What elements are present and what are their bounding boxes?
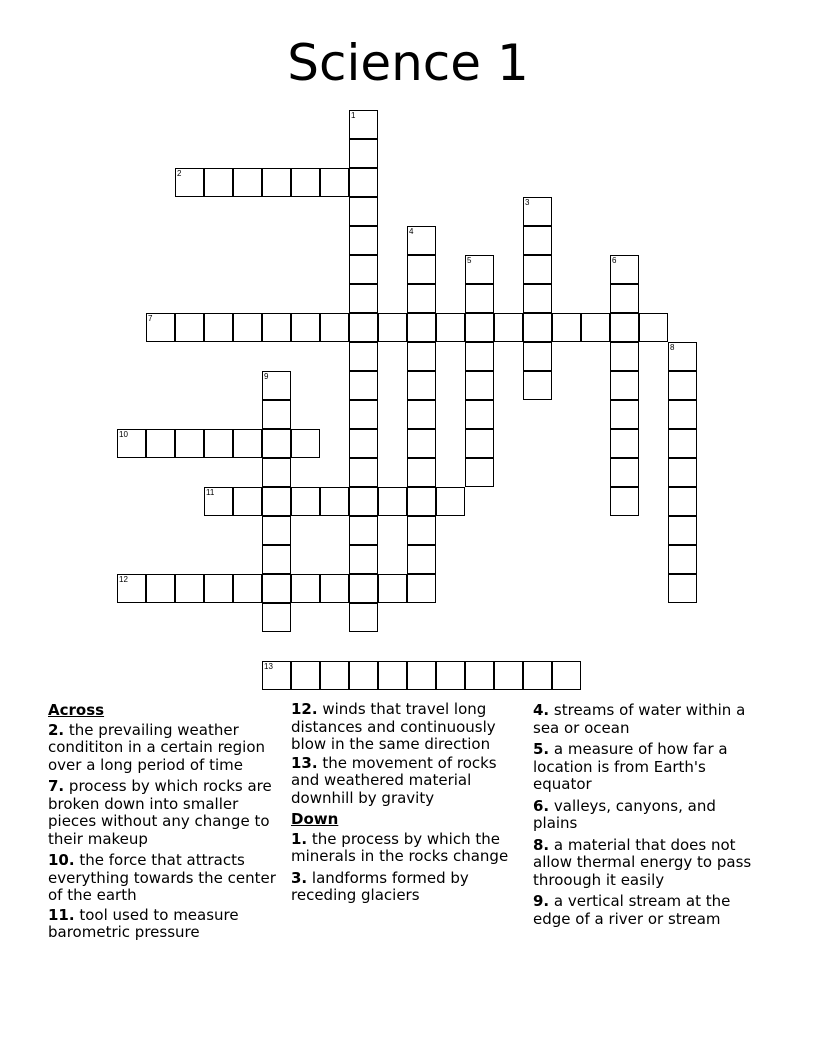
grid-cell[interactable] bbox=[465, 342, 494, 371]
clue-number: 8. bbox=[533, 835, 550, 854]
grid-cell[interactable] bbox=[291, 429, 320, 458]
grid-cell[interactable] bbox=[378, 313, 407, 342]
grid-cell[interactable] bbox=[465, 255, 494, 284]
grid-cell[interactable] bbox=[117, 429, 146, 458]
grid-cell[interactable] bbox=[146, 313, 175, 342]
clue-text: process by which rocks are broken down into smaller pieces without any change to their makeup bbox=[48, 777, 272, 848]
clues-column-2 bbox=[291, 701, 516, 909]
grid-cell[interactable] bbox=[204, 487, 233, 516]
across-clue bbox=[48, 852, 288, 905]
grid-cell[interactable] bbox=[523, 342, 552, 371]
grid-cell[interactable] bbox=[349, 168, 378, 197]
grid-cell[interactable] bbox=[407, 371, 436, 400]
down-clue bbox=[291, 831, 516, 866]
grid-cell[interactable] bbox=[581, 313, 610, 342]
grid-cell[interactable] bbox=[610, 400, 639, 429]
grid-cell[interactable] bbox=[639, 313, 668, 342]
clue-number: 11. bbox=[48, 905, 75, 924]
grid-cell[interactable] bbox=[349, 400, 378, 429]
grid-cell[interactable] bbox=[233, 574, 262, 603]
grid-cell[interactable] bbox=[233, 313, 262, 342]
grid-cell[interactable] bbox=[378, 661, 407, 690]
across-clue bbox=[291, 701, 516, 754]
clue-text: streams of water within a sea or ocean bbox=[533, 701, 746, 737]
grid-cell[interactable] bbox=[349, 603, 378, 632]
grid-cell[interactable] bbox=[407, 661, 436, 690]
clues-column-1 bbox=[48, 702, 288, 946]
grid-cell[interactable] bbox=[349, 429, 378, 458]
down-clue bbox=[533, 837, 763, 890]
grid-cell[interactable] bbox=[407, 487, 436, 516]
grid-cell[interactable] bbox=[494, 661, 523, 690]
down-clue bbox=[291, 870, 516, 905]
clue-text: valleys, canyons, and plains bbox=[533, 796, 716, 832]
grid-cell[interactable] bbox=[204, 429, 233, 458]
clue-number: 2. bbox=[48, 720, 65, 739]
grid-cell[interactable] bbox=[349, 487, 378, 516]
across-clue bbox=[291, 755, 516, 808]
grid-cell[interactable] bbox=[407, 429, 436, 458]
grid-cell[interactable] bbox=[349, 197, 378, 226]
grid-cell[interactable] bbox=[175, 313, 204, 342]
grid-cell[interactable] bbox=[117, 574, 146, 603]
grid-cell[interactable] bbox=[465, 371, 494, 400]
cell-number: 6 bbox=[612, 256, 617, 265]
cell-number: 10 bbox=[119, 430, 128, 439]
grid-cell[interactable] bbox=[262, 400, 291, 429]
clue-text: the force that attracts everything towards the center of the earth bbox=[48, 851, 276, 904]
clue-text: the movement of rocks and weathered material downhill by gravity bbox=[291, 753, 497, 807]
grid-cell[interactable] bbox=[320, 168, 349, 197]
cell-number: 5 bbox=[467, 256, 472, 265]
grid-cell[interactable] bbox=[465, 284, 494, 313]
grid-cell[interactable] bbox=[407, 284, 436, 313]
grid-cell[interactable] bbox=[407, 255, 436, 284]
grid-cell[interactable] bbox=[610, 429, 639, 458]
grid-cell[interactable] bbox=[407, 342, 436, 371]
grid-cell[interactable] bbox=[320, 574, 349, 603]
clue-number: 4. bbox=[533, 701, 550, 719]
grid-cell[interactable] bbox=[349, 139, 378, 168]
grid-cell[interactable] bbox=[175, 574, 204, 603]
grid-cell[interactable] bbox=[436, 661, 465, 690]
grid-cell[interactable] bbox=[349, 371, 378, 400]
grid-cell[interactable] bbox=[668, 371, 697, 400]
down-heading: Down bbox=[291, 810, 339, 828]
clue-text: the prevailing weather condititon in a certain region over a long period of time bbox=[48, 720, 266, 774]
grid-cell[interactable] bbox=[291, 487, 320, 516]
grid-cell[interactable] bbox=[291, 168, 320, 197]
down-clue bbox=[533, 893, 763, 928]
across-clue bbox=[48, 907, 288, 942]
grid-cell[interactable] bbox=[378, 487, 407, 516]
grid-cell[interactable] bbox=[668, 458, 697, 487]
grid-cell[interactable] bbox=[668, 342, 697, 371]
grid-cell[interactable] bbox=[204, 574, 233, 603]
grid-cell[interactable] bbox=[349, 313, 378, 342]
grid-cell[interactable] bbox=[262, 603, 291, 632]
clue-number: 7. bbox=[48, 777, 65, 795]
grid-cell[interactable] bbox=[668, 574, 697, 603]
down-clue bbox=[533, 741, 763, 794]
grid-cell[interactable] bbox=[552, 313, 581, 342]
grid-cell[interactable] bbox=[668, 400, 697, 429]
grid-cell[interactable] bbox=[407, 516, 436, 545]
cell-number: 11 bbox=[206, 488, 215, 497]
grid-cell[interactable] bbox=[668, 487, 697, 516]
clue-text: the process by which the minerals in the rocks change bbox=[291, 829, 509, 865]
grid-cell[interactable] bbox=[523, 226, 552, 255]
grid-cell[interactable] bbox=[349, 545, 378, 574]
down-clue bbox=[533, 702, 763, 737]
grid-cell[interactable] bbox=[610, 255, 639, 284]
grid-cell[interactable] bbox=[610, 313, 639, 342]
clue-text: a vertical stream at the edge of a river or stream bbox=[533, 892, 731, 928]
grid-cell[interactable] bbox=[349, 255, 378, 284]
grid-cell[interactable] bbox=[523, 197, 552, 226]
grid-cell[interactable] bbox=[320, 661, 349, 690]
grid-cell[interactable] bbox=[262, 429, 291, 458]
clue-text: a material that does not allow thermal energy to pass throough it easily bbox=[533, 835, 752, 889]
clue-number: 10. bbox=[48, 851, 75, 869]
grid-cell[interactable] bbox=[523, 661, 552, 690]
grid-cell[interactable] bbox=[668, 516, 697, 545]
cell-number: 12 bbox=[119, 575, 128, 584]
grid-cell[interactable] bbox=[262, 661, 291, 690]
grid-cell[interactable] bbox=[349, 458, 378, 487]
grid-cell[interactable] bbox=[233, 487, 262, 516]
grid-cell[interactable] bbox=[378, 574, 407, 603]
grid-cell[interactable] bbox=[465, 429, 494, 458]
grid-cell[interactable] bbox=[262, 516, 291, 545]
grid-cell[interactable] bbox=[262, 458, 291, 487]
grid-cell[interactable] bbox=[523, 255, 552, 284]
down-clue bbox=[533, 798, 763, 833]
grid-cell[interactable] bbox=[407, 545, 436, 574]
grid-cell[interactable] bbox=[262, 545, 291, 574]
cell-number: 1 bbox=[351, 111, 356, 120]
grid-cell[interactable] bbox=[349, 574, 378, 603]
grid-cell[interactable] bbox=[349, 516, 378, 545]
grid-cell[interactable] bbox=[610, 458, 639, 487]
grid-cell[interactable] bbox=[668, 429, 697, 458]
cell-number: 3 bbox=[525, 198, 530, 207]
grid-cell[interactable] bbox=[320, 487, 349, 516]
grid-cell[interactable] bbox=[523, 284, 552, 313]
grid-cell[interactable] bbox=[610, 487, 639, 516]
clue-number: 9. bbox=[533, 892, 550, 910]
grid-cell[interactable] bbox=[262, 313, 291, 342]
grid-cell[interactable] bbox=[465, 400, 494, 429]
grid-cell[interactable] bbox=[262, 574, 291, 603]
grid-cell[interactable] bbox=[407, 226, 436, 255]
grid-cell[interactable] bbox=[465, 458, 494, 487]
cell-number: 2 bbox=[177, 169, 182, 178]
grid-cell[interactable] bbox=[436, 487, 465, 516]
grid-cell[interactable] bbox=[233, 168, 262, 197]
page-title: Science 1 bbox=[287, 34, 529, 92]
cell-number: 13 bbox=[264, 662, 273, 671]
grid-cell[interactable] bbox=[233, 429, 262, 458]
clue-text: tool used to measure barometric pressure bbox=[48, 905, 239, 941]
clue-number: 12. bbox=[291, 700, 318, 718]
grid-cell[interactable] bbox=[349, 342, 378, 371]
clues-column-3 bbox=[533, 702, 763, 932]
grid-cell[interactable] bbox=[146, 574, 175, 603]
across-clue bbox=[48, 778, 288, 848]
clue-text: a measure of how far a location is from Earth's equator bbox=[533, 740, 728, 793]
grid-cell[interactable] bbox=[523, 313, 552, 342]
cell-number: 7 bbox=[148, 314, 153, 323]
clue-text: winds that travel long distances and continuously blow in the same direction bbox=[291, 700, 496, 753]
grid-cell[interactable] bbox=[291, 661, 320, 690]
grid-cell[interactable] bbox=[610, 342, 639, 371]
grid-cell[interactable] bbox=[349, 226, 378, 255]
grid-cell[interactable] bbox=[175, 168, 204, 197]
grid-cell[interactable] bbox=[262, 487, 291, 516]
grid-cell[interactable] bbox=[465, 313, 494, 342]
clue-number: 3. bbox=[291, 868, 308, 887]
grid-cell[interactable] bbox=[204, 168, 233, 197]
cell-number: 4 bbox=[409, 227, 414, 236]
clue-number: 1. bbox=[291, 829, 308, 848]
cell-number: 8 bbox=[670, 343, 675, 352]
grid-cell[interactable] bbox=[465, 661, 494, 690]
grid-cell[interactable] bbox=[349, 284, 378, 313]
cell-number: 9 bbox=[264, 372, 269, 381]
grid-cell[interactable] bbox=[494, 313, 523, 342]
across-clue bbox=[48, 722, 288, 775]
grid-cell[interactable] bbox=[407, 313, 436, 342]
across-heading: Across bbox=[48, 701, 105, 719]
clue-number: 13. bbox=[291, 753, 318, 772]
grid-cell[interactable] bbox=[262, 371, 291, 400]
clue-number: 5. bbox=[533, 740, 550, 758]
grid-cell[interactable] bbox=[436, 313, 465, 342]
grid-cell[interactable] bbox=[610, 284, 639, 313]
grid-cell[interactable] bbox=[204, 313, 233, 342]
grid-cell[interactable] bbox=[552, 661, 581, 690]
grid-cell[interactable] bbox=[610, 371, 639, 400]
grid-cell[interactable] bbox=[320, 313, 349, 342]
grid-cell[interactable] bbox=[407, 574, 436, 603]
clue-number: 6. bbox=[533, 796, 550, 815]
grid-cell[interactable] bbox=[349, 110, 378, 139]
grid-cell[interactable] bbox=[407, 458, 436, 487]
grid-cell[interactable] bbox=[291, 313, 320, 342]
grid-cell[interactable] bbox=[523, 371, 552, 400]
grid-cell[interactable] bbox=[146, 429, 175, 458]
grid-cell[interactable] bbox=[349, 661, 378, 690]
clue-text: landforms formed by receding glaciers bbox=[291, 868, 469, 904]
grid-cell[interactable] bbox=[668, 545, 697, 574]
grid-cell[interactable] bbox=[175, 429, 204, 458]
grid-cell[interactable] bbox=[407, 400, 436, 429]
grid-cell[interactable] bbox=[262, 168, 291, 197]
grid-cell[interactable] bbox=[291, 574, 320, 603]
